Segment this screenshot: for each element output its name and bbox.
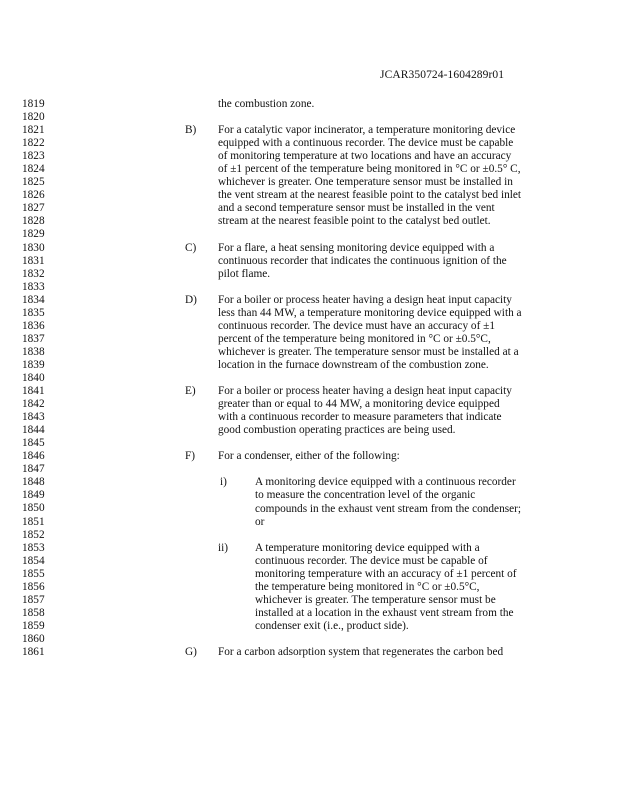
line-number: 1835 [22, 306, 45, 319]
paragraph-line: For a condenser, either of the following: [218, 450, 400, 463]
line-number: 1844 [22, 424, 45, 437]
paragraph-line: whichever is greater. The temperature sensor must be installed at a [218, 345, 519, 358]
line-number: 1836 [22, 319, 45, 332]
line-number: 1850 [22, 502, 45, 515]
paragraph-line: whichever is greater. The temperature sensor must be [255, 593, 496, 606]
paragraph-line: For a catalytic vapor incinerator, a temperature monitoring device [218, 124, 516, 137]
line-number: 1840 [22, 371, 45, 384]
line-number: 1831 [22, 254, 45, 267]
line-number: 1859 [22, 619, 45, 632]
line-number-column [22, 98, 72, 659]
item-text [255, 542, 517, 633]
paragraph-line: monitoring temperature with an accuracy of ±1 percent of [255, 567, 517, 580]
item-label: B) [185, 124, 197, 137]
item-label: F) [185, 450, 196, 463]
line-number: 1856 [22, 580, 45, 593]
line-number: 1854 [22, 554, 45, 567]
line-number: 1852 [22, 528, 45, 541]
item-label: C) [185, 241, 197, 254]
paragraph-line: continuous recorder that indicates the continuous ignition of the [218, 254, 507, 267]
line-number: 1853 [22, 541, 45, 554]
paragraph-line: compounds in the exhaust vent stream from the condenser; [255, 502, 522, 515]
paragraph-line: equipped with a continuous recorder. The device must be capable [218, 137, 514, 150]
line-number: 1848 [22, 476, 45, 489]
item-text [218, 385, 512, 437]
line-number: 1857 [22, 593, 45, 606]
paragraph-line: or [255, 515, 265, 528]
paragraph-line: continuous recorder. The device must be capable of [255, 554, 488, 567]
paragraph-line: the combustion zone. [218, 98, 315, 110]
paragraph-line: the temperature being monitored in °C or ±0.5°C, [255, 580, 480, 593]
line-number: 1851 [22, 515, 45, 528]
line-number: 1838 [22, 345, 45, 358]
paragraph-line: continuous recorder. The device must have an accuracy of ±1 [218, 319, 496, 332]
item-text [218, 294, 522, 372]
line-number: 1849 [22, 489, 45, 502]
paragraph-line: the vent stream at the nearest feasible point to the catalyst bed inlet [218, 189, 522, 202]
item-text [255, 476, 521, 528]
line-number: 1839 [22, 358, 45, 371]
line-number: 1837 [22, 332, 45, 345]
line-number: 1832 [22, 267, 45, 280]
line-number: 1824 [22, 163, 45, 176]
line-number: 1827 [22, 202, 45, 215]
paragraph-line: installed at a location in the exhaust vent stream from the [255, 606, 514, 619]
item-label: ii) [218, 541, 229, 554]
paragraph-line: stream at the nearest feasible point to the catalyst bed outlet. [218, 215, 491, 228]
line-number: 1841 [22, 385, 45, 398]
line-number: 1842 [22, 398, 45, 411]
line-number: 1821 [22, 124, 45, 137]
item-label: i) [220, 476, 227, 489]
line-number: 1828 [22, 215, 45, 228]
paragraph-line: For a carbon adsorption system that regenerates the carbon bed [218, 646, 504, 659]
line-number: 1823 [22, 150, 45, 163]
line-number: 1847 [22, 463, 45, 476]
item-label: G) [185, 646, 197, 659]
line-number: 1820 [22, 111, 45, 124]
paragraph-line: of ±1 percent of the temperature being monitored in °C or ±0.5° C, [218, 163, 521, 176]
paragraph-line: and a second temperature sensor must be installed in the vent [218, 202, 495, 215]
line-number: 1825 [22, 176, 45, 189]
line-number: 1822 [22, 137, 45, 150]
paragraph-line: with a continuous recorder to measure parameters that indicate [218, 411, 502, 424]
line-number: 1845 [22, 437, 45, 450]
paragraph-line: whichever is greater. One temperature sensor must be installed in [218, 176, 513, 189]
paragraph-line: For a boiler or process heater having a design heat input capacity [218, 385, 512, 398]
item-text [218, 242, 507, 281]
paragraph-line: greater than or equal to 44 MW, a monitoring device equipped [218, 398, 500, 411]
line-number: 1819 [22, 98, 45, 110]
paragraph-line: condenser exit (i.e., product side). [255, 619, 409, 632]
line-number: 1843 [22, 411, 45, 424]
line-number: 1855 [22, 567, 45, 580]
paragraph-line: A temperature monitoring device equipped with a [255, 541, 480, 554]
paragraph-line: For a flare, a heat sensing monitoring device equipped with a [218, 241, 495, 254]
paragraph-line: good combustion operating practices are being used. [218, 424, 456, 437]
paragraph-line: A monitoring device equipped with a continuous recorder [255, 476, 516, 489]
line-number: 1829 [22, 228, 45, 241]
item-text [218, 450, 400, 463]
paragraph-line: pilot flame. [218, 267, 271, 280]
paragraph-line: percent of the temperature being monitored in °C or ±0.5°C, [218, 332, 491, 345]
line-number: 1834 [22, 293, 45, 306]
line-number: 1833 [22, 280, 45, 293]
line-number: 1861 [22, 645, 45, 658]
item-label: D) [185, 293, 197, 306]
paragraph-line: less than 44 MW, a temperature monitoring device equipped with a [218, 306, 522, 319]
paragraph-line: For a boiler or process heater having a design heat input capacity [218, 293, 512, 306]
line-number: 1846 [22, 450, 45, 463]
paragraph-line: location in the furnace downstream of the combustion zone. [218, 358, 489, 371]
line-number: 1826 [22, 189, 45, 202]
line-number: 1860 [22, 632, 45, 645]
line-number: 1830 [22, 241, 45, 254]
line-number: 1858 [22, 606, 45, 619]
item-text [218, 646, 503, 659]
document-id-header: JCAR350724-1604289r01 [380, 69, 505, 81]
paragraph-line: to measure the concentration level of the organic [255, 489, 476, 502]
item-text [218, 124, 521, 228]
item-label: E) [185, 385, 196, 398]
paragraph-line: of monitoring temperature at two locations and have an accuracy [218, 150, 512, 163]
